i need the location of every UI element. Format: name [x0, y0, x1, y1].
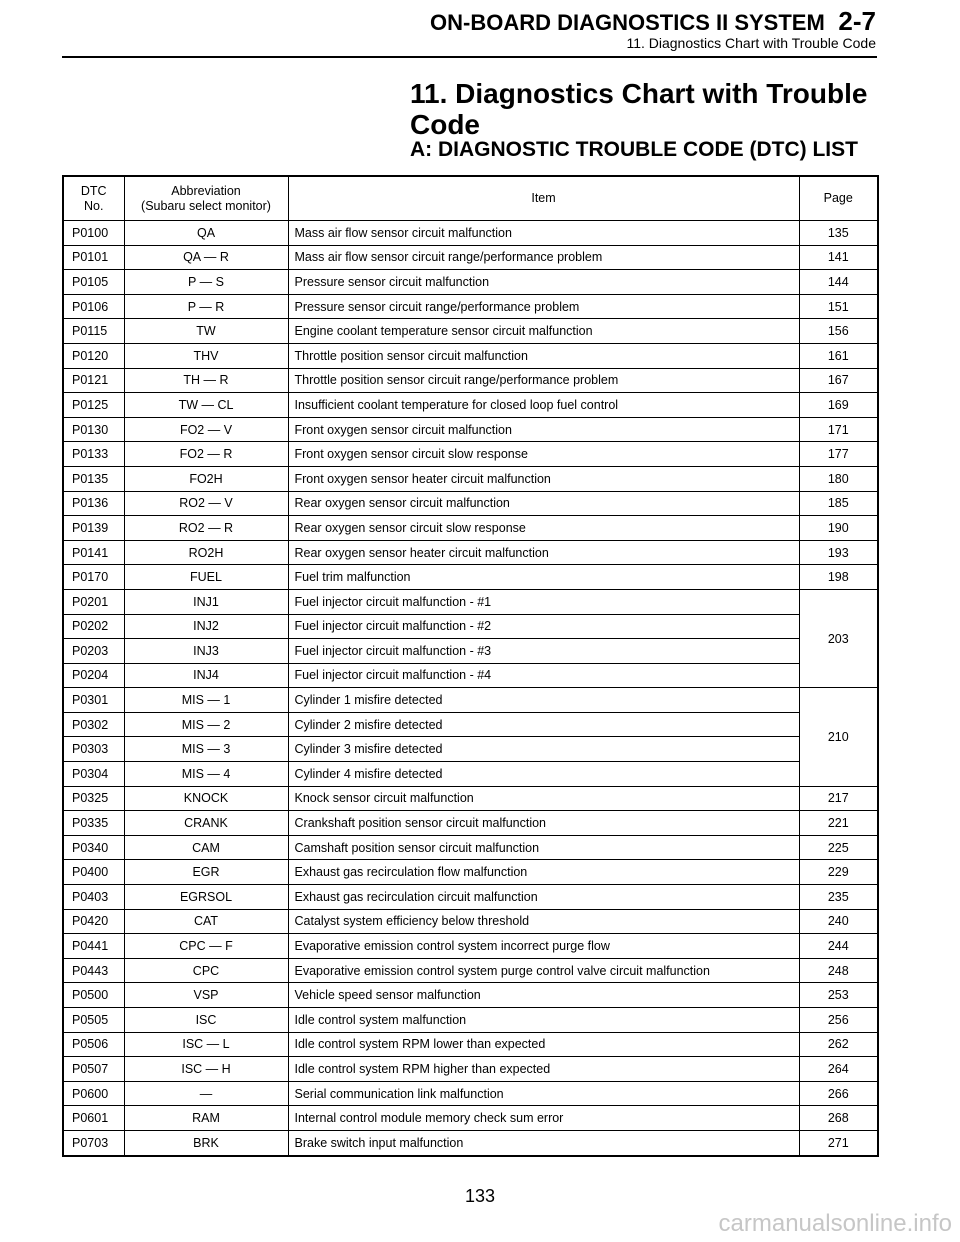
dtc-cell: P0121 [63, 368, 124, 393]
item-cell: Fuel injector circuit malfunction - #2 [288, 614, 799, 639]
item-cell: Crankshaft position sensor circuit malfunction [288, 811, 799, 836]
abbreviation-cell: EGR [124, 860, 288, 885]
abbreviation-cell: MIS — 3 [124, 737, 288, 762]
table-row [63, 491, 878, 516]
table-row [63, 368, 878, 393]
table-row [63, 393, 878, 418]
item-cell: Internal control module memory check sum error [288, 1106, 799, 1131]
dtc-cell: P0106 [63, 294, 124, 319]
item-cell: Brake switch input malfunction [288, 1130, 799, 1155]
table-row [63, 614, 878, 639]
page-cell: 217 [799, 786, 878, 811]
dtc-cell: P0340 [63, 835, 124, 860]
item-cell: Rear oxygen sensor circuit slow response [288, 516, 799, 541]
page-number: 133 [464, 1186, 496, 1206]
dtc-cell: P0400 [63, 860, 124, 885]
table-row [63, 565, 878, 590]
item-cell: Mass air flow sensor circuit malfunction [288, 221, 799, 246]
section-subtitle: A: DIAGNOSTIC TROUBLE CODE (DTC) LIST [410, 138, 858, 161]
dtc-cell: P0130 [63, 417, 124, 442]
abbreviation-cell: ISC — L [124, 1032, 288, 1057]
page-cell: 229 [799, 860, 878, 885]
abbreviation-cell: — [124, 1081, 288, 1106]
item-cell: Throttle position sensor circuit malfunction [288, 343, 799, 368]
item-cell: Exhaust gas recirculation flow malfunction [288, 860, 799, 885]
item-cell: Fuel injector circuit malfunction - #4 [288, 663, 799, 688]
item-cell: Evaporative emission control system purge control valve circuit malfunction [288, 958, 799, 983]
page-cell: 185 [799, 491, 878, 516]
abbreviation-cell: BRK [124, 1130, 288, 1155]
page-cell: 151 [799, 294, 878, 319]
page-cell: 253 [799, 983, 878, 1008]
item-cell: Serial communication link malfunction [288, 1081, 799, 1106]
table-row [63, 958, 878, 983]
table-row [63, 540, 878, 565]
dtc-cell: P0303 [63, 737, 124, 762]
page-cell: 225 [799, 835, 878, 860]
column-header-abbr-line1: Abbreviation [171, 183, 241, 198]
table-row [63, 319, 878, 344]
page-cell: 244 [799, 934, 878, 959]
page-cell: 177 [799, 442, 878, 467]
abbreviation-cell: RO2 — V [124, 491, 288, 516]
dtc-cell: P0100 [63, 221, 124, 246]
section-title-line2: Code [410, 109, 480, 140]
page-cell: 141 [799, 245, 878, 270]
item-cell: Evaporative emission control system incorrect purge flow [288, 934, 799, 959]
section-title [410, 78, 867, 140]
dtc-cell: P0120 [63, 343, 124, 368]
item-cell: Mass air flow sensor circuit range/performance problem [288, 245, 799, 270]
table-row [63, 343, 878, 368]
item-cell: Insufficient coolant temperature for closed loop fuel control [288, 393, 799, 418]
dtc-cell: P0136 [63, 491, 124, 516]
table-row [63, 860, 878, 885]
page-cell: 262 [799, 1032, 878, 1057]
item-cell: Cylinder 3 misfire detected [288, 737, 799, 762]
abbreviation-cell: MIS — 1 [124, 688, 288, 713]
dtc-cell: P0115 [63, 319, 124, 344]
column-header-abbreviation [124, 176, 288, 221]
page-cell: 190 [799, 516, 878, 541]
page-cell: 210 [799, 688, 878, 786]
dtc-cell: P0202 [63, 614, 124, 639]
watermark: carmanualsonline.info [718, 1210, 952, 1237]
dtc-cell: P0105 [63, 270, 124, 295]
item-cell: Front oxygen sensor circuit slow response [288, 442, 799, 467]
item-cell: Knock sensor circuit malfunction [288, 786, 799, 811]
dtc-cell: P0133 [63, 442, 124, 467]
abbreviation-cell: TW — CL [124, 393, 288, 418]
item-cell: Engine coolant temperature sensor circuit malfunction [288, 319, 799, 344]
page-cell: 271 [799, 1130, 878, 1155]
page-cell: 221 [799, 811, 878, 836]
table-row [63, 983, 878, 1008]
item-cell: Front oxygen sensor circuit malfunction [288, 417, 799, 442]
abbreviation-cell: TW [124, 319, 288, 344]
abbreviation-cell: ISC [124, 1008, 288, 1033]
table-row [63, 885, 878, 910]
page-cell: 264 [799, 1057, 878, 1082]
table-row [63, 786, 878, 811]
dtc-cell: P0203 [63, 639, 124, 664]
abbreviation-cell: THV [124, 343, 288, 368]
table-row [63, 737, 878, 762]
abbreviation-cell: INJ3 [124, 639, 288, 664]
page-cell: 198 [799, 565, 878, 590]
table-row [63, 663, 878, 688]
abbreviation-cell: ISC — H [124, 1057, 288, 1082]
header-divider [62, 56, 877, 58]
section-title-line1: 11. Diagnostics Chart with Trouble [410, 78, 868, 109]
item-cell: Camshaft position sensor circuit malfunction [288, 835, 799, 860]
abbreviation-cell: RO2 — R [124, 516, 288, 541]
item-cell: Cylinder 2 misfire detected [288, 712, 799, 737]
abbreviation-cell: CAM [124, 835, 288, 860]
dtc-cell: P0201 [63, 589, 124, 614]
table-row [63, 639, 878, 664]
abbreviation-cell: INJ4 [124, 663, 288, 688]
item-cell: Cylinder 1 misfire detected [288, 688, 799, 713]
page-cell: 180 [799, 466, 878, 491]
dtc-cell: P0441 [63, 934, 124, 959]
item-cell: Exhaust gas recirculation circuit malfunction [288, 885, 799, 910]
page-cell: 266 [799, 1081, 878, 1106]
table-row [63, 245, 878, 270]
section-number: 2-7 [838, 6, 876, 36]
abbreviation-cell: INJ2 [124, 614, 288, 639]
dtc-cell: P0601 [63, 1106, 124, 1131]
table-row [63, 712, 878, 737]
table-row [63, 270, 878, 295]
page-cell: 171 [799, 417, 878, 442]
table-body [63, 221, 878, 1156]
dtc-cell: P0125 [63, 393, 124, 418]
table-row [63, 294, 878, 319]
item-cell: Fuel trim malfunction [288, 565, 799, 590]
abbreviation-cell: TH — R [124, 368, 288, 393]
abbreviation-cell: FO2H [124, 466, 288, 491]
column-header-item: Item [288, 176, 799, 221]
table-row [63, 1057, 878, 1082]
item-cell: Pressure sensor circuit range/performance problem [288, 294, 799, 319]
item-cell: Cylinder 4 misfire detected [288, 762, 799, 787]
table-header-row [63, 176, 878, 221]
dtc-cell: P0325 [63, 786, 124, 811]
item-cell: Front oxygen sensor heater circuit malfunction [288, 466, 799, 491]
dtc-cell: P0141 [63, 540, 124, 565]
page-cell: 169 [799, 393, 878, 418]
abbreviation-cell: P — S [124, 270, 288, 295]
dtc-cell: P0170 [63, 565, 124, 590]
item-cell: Fuel injector circuit malfunction - #1 [288, 589, 799, 614]
abbreviation-cell: RAM [124, 1106, 288, 1131]
table-row [63, 835, 878, 860]
dtc-cell: P0302 [63, 712, 124, 737]
table-row [63, 762, 878, 787]
abbreviation-cell: KNOCK [124, 786, 288, 811]
dtc-cell: P0304 [63, 762, 124, 787]
dtc-cell: P0505 [63, 1008, 124, 1033]
abbreviation-cell: P — R [124, 294, 288, 319]
page-cell: 240 [799, 909, 878, 934]
abbreviation-cell: RO2H [124, 540, 288, 565]
page-cell: 135 [799, 221, 878, 246]
item-cell: Catalyst system efficiency below threshold [288, 909, 799, 934]
item-cell: Throttle position sensor circuit range/performance problem [288, 368, 799, 393]
table-row [63, 589, 878, 614]
abbreviation-cell: INJ1 [124, 589, 288, 614]
dtc-cell: P0507 [63, 1057, 124, 1082]
table-row [63, 417, 878, 442]
item-cell: Idle control system malfunction [288, 1008, 799, 1033]
table-row [63, 1130, 878, 1155]
header-title: ON-BOARD DIAGNOSTICS II SYSTEM [430, 10, 825, 35]
table-row [63, 516, 878, 541]
table-row [63, 1081, 878, 1106]
dtc-cell: P0600 [63, 1081, 124, 1106]
column-header-page: Page [799, 176, 878, 221]
abbreviation-cell: CRANK [124, 811, 288, 836]
abbreviation-cell: VSP [124, 983, 288, 1008]
dtc-cell: P0139 [63, 516, 124, 541]
table-row [63, 1106, 878, 1131]
dtc-table [62, 175, 879, 1157]
item-cell: Idle control system RPM lower than expected [288, 1032, 799, 1057]
abbreviation-cell: FO2 — V [124, 417, 288, 442]
page-cell: 193 [799, 540, 878, 565]
abbreviation-cell: QA [124, 221, 288, 246]
dtc-cell: P0500 [63, 983, 124, 1008]
abbreviation-cell: EGRSOL [124, 885, 288, 910]
abbreviation-cell: CPC [124, 958, 288, 983]
table-row [63, 1008, 878, 1033]
page-cell: 161 [799, 343, 878, 368]
dtc-cell: P0403 [63, 885, 124, 910]
page-cell: 256 [799, 1008, 878, 1033]
table-row [63, 811, 878, 836]
abbreviation-cell: QA — R [124, 245, 288, 270]
dtc-cell: P0703 [63, 1130, 124, 1155]
table-row [63, 442, 878, 467]
abbreviation-cell: MIS — 2 [124, 712, 288, 737]
page-cell: 268 [799, 1106, 878, 1131]
table-row [63, 909, 878, 934]
table-row [63, 934, 878, 959]
dtc-cell: P0204 [63, 663, 124, 688]
page-cell: 203 [799, 589, 878, 687]
abbreviation-cell: MIS — 4 [124, 762, 288, 787]
item-cell: Rear oxygen sensor circuit malfunction [288, 491, 799, 516]
page-cell: 248 [799, 958, 878, 983]
header-subtitle: 11. Diagnostics Chart with Trouble Code [626, 35, 876, 51]
page-cell: 167 [799, 368, 878, 393]
abbreviation-cell: FUEL [124, 565, 288, 590]
item-cell: Vehicle speed sensor malfunction [288, 983, 799, 1008]
dtc-cell: P0301 [63, 688, 124, 713]
dtc-cell: P0135 [63, 466, 124, 491]
item-cell: Pressure sensor circuit malfunction [288, 270, 799, 295]
table-row [63, 688, 878, 713]
column-header-dtc-line1: DTC [80, 183, 107, 198]
page-cell: 156 [799, 319, 878, 344]
table-row [63, 221, 878, 246]
item-cell: Idle control system RPM higher than expected [288, 1057, 799, 1082]
table-row [63, 1032, 878, 1057]
table-row [63, 466, 878, 491]
dtc-cell: P0420 [63, 909, 124, 934]
item-cell: Rear oxygen sensor heater circuit malfunction [288, 540, 799, 565]
dtc-cell: P0443 [63, 958, 124, 983]
item-cell: Fuel injector circuit malfunction - #3 [288, 639, 799, 664]
column-header-dtc-line2: No. [84, 198, 104, 213]
dtc-cell: P0506 [63, 1032, 124, 1057]
column-header-dtc [63, 176, 124, 221]
column-header-abbr-line2: (Subaru select monitor) [141, 198, 271, 213]
page-cell: 235 [799, 885, 878, 910]
dtc-cell: P0101 [63, 245, 124, 270]
dtc-cell: P0335 [63, 811, 124, 836]
abbreviation-cell: FO2 — R [124, 442, 288, 467]
page-cell: 144 [799, 270, 878, 295]
abbreviation-cell: CPC — F [124, 934, 288, 959]
abbreviation-cell: CAT [124, 909, 288, 934]
